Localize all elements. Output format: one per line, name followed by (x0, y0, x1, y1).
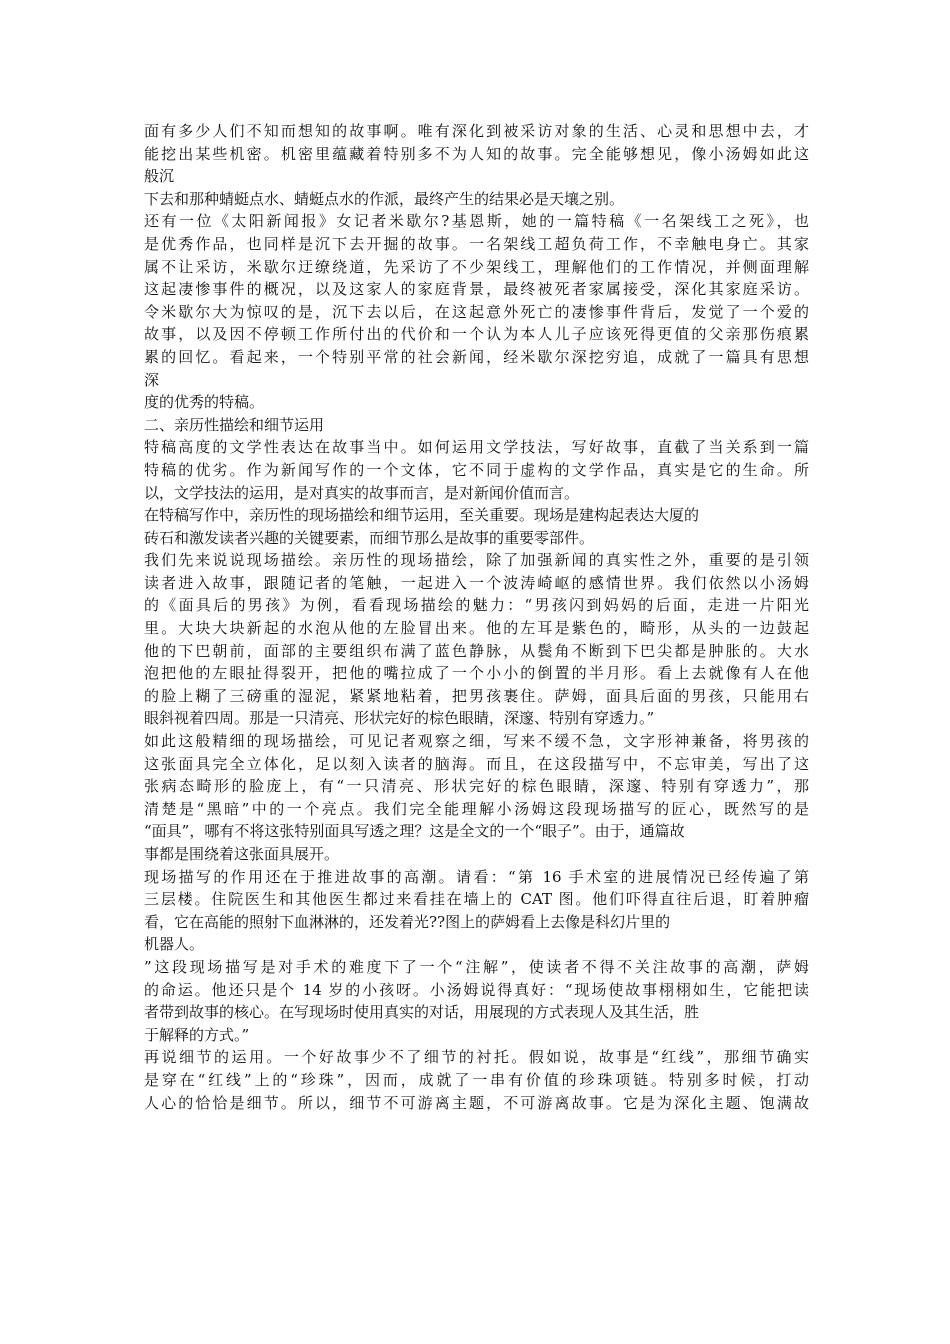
text-line: 累的回忆。看起来，一个特别平常的社会新闻，经米歇尔深挖穷追，成就了一篇具有思想 (144, 347, 809, 366)
text-line: 我们先来说说现场描绘。亲历性的现场描绘，除了加强新闻的真实性之外，重要的是引领 (144, 551, 809, 570)
text-line: 在特稿写作中，亲历性的现场描绘和细节运用，至关重要。现场是建构起表达大厦的 (144, 506, 700, 525)
text-line: 再说细节的运用。一个好故事少不了细节的衬托。假如说，故事是“红线”，那细节确实 (144, 1048, 809, 1067)
text-line: 这起凄惨事件的概况，以及这家人的家庭背景，最终被死者家属接受，深化其家庭采访。 (144, 280, 809, 299)
text-line: 下去和那种蜻蜓点水、蜻蜓点水的作派，最终产生的结果必是天壤之别。 (144, 189, 625, 208)
text-line: 以，文学技法的运用，是对真实的故事而言，是对新闻价值而言。 (144, 483, 580, 502)
text-line: 般沉 (144, 167, 175, 186)
text-line: 看，它在高能的照射下血淋淋的，还发着光??图上的萨姆看上去像是科幻片里的 (144, 912, 671, 931)
text-line: 里。大块大块新起的水泡从他的左脸冒出来。他的左耳是紫色的，畸形，从头的一边鼓起 (144, 619, 809, 638)
text-line: 事都是围绕着这张面具展开。 (144, 845, 340, 863)
text-line: 现场描写的作用还在于推进故事的高潮。请看：“第 16 手术室的进展情况已经传遍了第 (144, 867, 809, 886)
text-line: 这张面具完全立体化，足以刻入读者的脑海。而且，在这段描写中，不忘审美，写出了这 (144, 754, 809, 773)
text-line: 张病态畸形的脸庞上，有“一只清亮、形状完好的棕色眼睛，深邃、特别有穿透力”，那 (144, 777, 809, 796)
text-line: 还有一位《太阳新闻报》女记者米歇尔?基恩斯，她的一篇特稿《一名架线工之死》，也 (144, 212, 809, 231)
text-line: 面有多少人们不知而想知的故事啊。唯有深化到被采访对象的生活、心灵和思想中去，才 (144, 122, 809, 140)
text-line: 清楚是“黑暗”中的一个亮点。我们完全能理解小汤姆这段现场描写的匠心，既然写的是 (144, 799, 809, 818)
text-line: 眼斜视着四周。那是一只清亮、形状完好的棕色眼睛，深邃、特别有穿透力。” (144, 709, 655, 728)
text-line: 能挖出某些机密。机密里蕴藏着特别多不为人知的故事。完全能够想见，像小汤姆如此这 (144, 144, 809, 163)
text-line: 是优秀作品，也同样是沉下去开掘的故事。一名架线工超负荷工作，不幸触电身亡。其家 (144, 234, 809, 253)
document-body (144, 120, 809, 1114)
text-line: 如此这般精细的现场描绘，可见记者观察之细，写来不缓不急，文字形神兼备，将男孩的 (144, 732, 809, 751)
text-line: 属不让采访，米歇尔迂缭绕道，先采访了不少架线工，理解他们的工作情况，并侧面理解 (144, 257, 809, 276)
text-line: 三层楼。住院医生和其他医生都过来看挂在墙上的 CAT 图。他们吓得直往后退，盯着肿瘤 (144, 890, 809, 909)
text-line: 的《面具后的男孩》为例，看看现场描绘的魅力：“男孩闪到妈妈的后面，走进一片阳光 (144, 596, 809, 615)
text-line: 令米歇尔大为惊叹的是，沉下去以后，在这起意外死亡的凄惨事件背后，发觉了一个爱的 (144, 302, 809, 321)
text-line: “面具”，哪有不将这张特别面具写透之理？这是全文的一个“眼子”。由于，通篇故 (144, 822, 685, 841)
text-line: 的命运。他还只是个 14 岁的小孩呀。小汤姆说得真好：“现场使故事栩栩如生，它能把读 (144, 980, 809, 999)
text-line: 者带到故事的核心。在写现场时使用真实的对话，用展现的方式表现人及其生活，胜 (144, 1003, 700, 1022)
text-line: 他的下巴朝前，面部的主要组织布满了蓝色静脉，从鬓角不断到下巴尖都是肿胀的。大水 (144, 641, 809, 660)
text-line: 深 (144, 370, 160, 389)
text-line: ”这段现场描写是对手术的难度下了一个“注解”，使读者不得不关注故事的高潮，萨姆 (144, 957, 809, 976)
text-line: 故事，以及因不停顿工作所付出的代价和一个认为本人儿子应该死得更值的父亲那伤痕累 (144, 325, 809, 344)
text-line: 读者进入故事，跟随记者的笔触，一起进入一个波涛崎岖的感情世界。我们依然以小汤姆 (144, 573, 809, 592)
text-line: 特稿的优劣。作为新闻写作的一个文体，它不同于虚构的文学作品，真实是它的生命。所 (144, 460, 809, 479)
text-line: 砖石和激发读者兴趣的关键要素，而细节那么是故事的重要零部件。 (144, 528, 595, 547)
text-line: 特稿高度的文学性表达在故事当中。如何运用文学技法，写好故事，直截了当关系到一篇 (144, 438, 809, 457)
text-line: 于解释的方式。” (144, 1025, 250, 1044)
text-line: 的脸上糊了三磅重的湿泥，紧紧地粘着，把男孩裹住。萨姆，面具后面的男孩，只能用右 (144, 686, 809, 705)
text-line: 二、亲历性描绘和细节运用 (144, 415, 325, 434)
text-line: 人心的恰恰是细节。所以，细节不可游离主题，不可游离故事。它是为深化主题、饱满故 (144, 1093, 809, 1112)
text-line: 是穿在“红线”上的“珍珠”，因而，成就了一串有价值的珍珠项链。特别多时候，打动 (144, 1070, 809, 1089)
text-line: 机器人。 (144, 935, 205, 954)
text-line: 泡把他的左眼扯得裂开，把他的嘴拉成了一个小小的倒置的半月形。看上去就像有人在他 (144, 664, 809, 683)
text-line: 度的优秀的特稿。 (144, 393, 265, 412)
